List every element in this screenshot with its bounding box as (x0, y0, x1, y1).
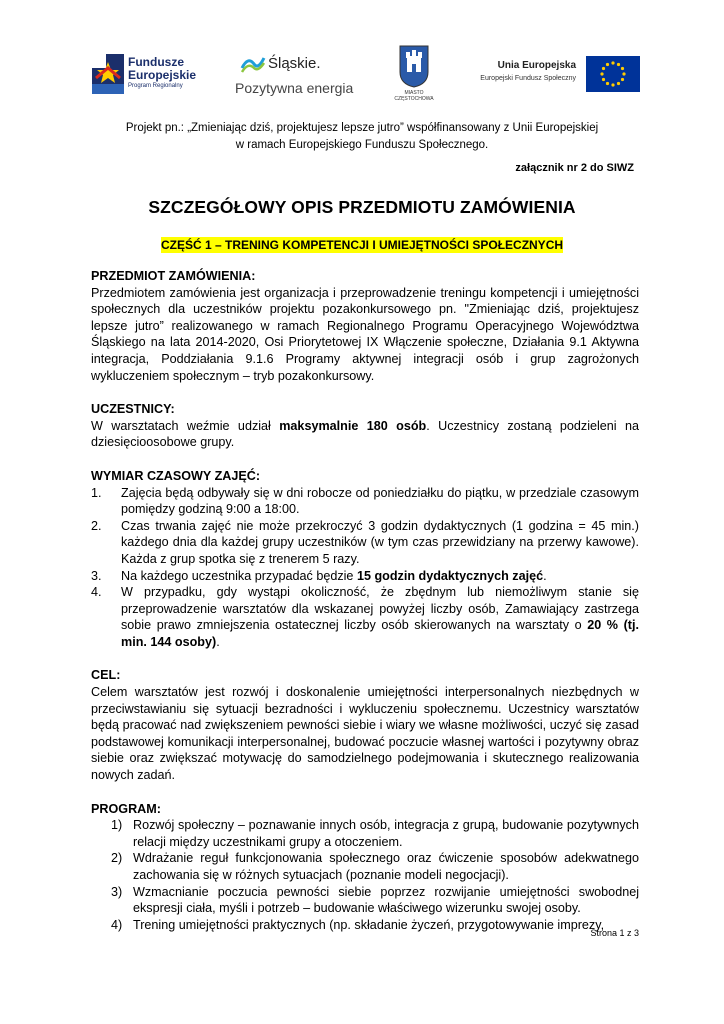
list-item-number: 1) (111, 818, 123, 833)
list-item-text: Rozwój społeczny – poznawanie innych osób, integracja z grupą, budowanie pozytywnych relacji między uczestnikami grupy a otoczeniem. (133, 818, 639, 849)
list-item-bold: 20 % (tj. min. 144 osoby) (121, 618, 639, 649)
list-item-text: Czas trwania zajęć nie może przekroczyć 3 godzin dydaktycznych (1 godzina = 45 min.) każdego dnia dla każdej grupy uczestników (w tym czas przewidziany na przerwy kawowe). Każda z grup spotka się z trenerem 5 razy. (121, 518, 639, 566)
subject-text: Przedmiotem zamówienia jest organizacja i przeprowadzenie treningu kompetencji i umiejętności społecznych dla uczestników projektu pozakonkursowego pn. "Zmieniając dziś, projektujesz lepsze jutro” realizowanego w ramach Regionalnego Programu Operacyjnego Województwa Śląskiego na lata 2014-2020, Osi Priorytetowej IX Włączenie społeczne, Działania 9.1 Aktywna integracja, Poddziałania 9.1.6 Programy aktywnej integracji osób i grup zagrożonych wykluczeniem społecznym – tryb pozakonkursowy. (91, 285, 639, 383)
list-item (91, 584, 639, 650)
list-item-text: Wdrażanie reguł funkcjonowania społecznego oraz ćwiczenie sposobów adekwatnego zachowania się w różnych sytuacjach (poznanie modeli negocjacji). (133, 851, 639, 882)
document-body (91, 268, 639, 933)
list-item-text-after: . (543, 568, 547, 583)
subject-heading: PRZEDMIOT ZAMÓWIENIA: (91, 269, 256, 283)
participants-text-after: . Uczestnicy zostaną podzieleni na dziesięcioosobowe grupy. (91, 418, 639, 450)
part-heading (0, 238, 724, 252)
list-item-text: Na każdego uczestnika przypadać będzie (121, 568, 357, 583)
fundusze-europejskie-logo (92, 52, 212, 102)
participants-text (91, 418, 639, 451)
list-item (91, 485, 639, 518)
project-line2: w ramach Europejskiego Funduszu Społecznego. (235, 139, 489, 151)
logo-bar (92, 44, 640, 106)
fe-logo-line2: Europejskie (128, 68, 197, 82)
list-item-text: Wzmacnianie poczucia pewności siebie poprzez rozwijanie umiejętności swobodnej ekspresji ciała, myśli i potrzeb – budowanie właściwego wizerunku swojej osoby. (133, 884, 639, 916)
list-item (91, 850, 639, 883)
list-item-bold: 15 godzin dydaktycznych zajęć (356, 568, 544, 583)
page-title: SZCZEGÓŁOWY OPIS PRZEDMIOTU ZAMÓWIENIA (148, 197, 576, 217)
list-item (91, 884, 639, 917)
program-heading: PROGRAM: (91, 801, 161, 816)
slaskie-tagline: Pozytywna energia (235, 80, 354, 96)
page-number: Strona 1 z 3 (590, 928, 639, 938)
list-item-number: 2) (111, 851, 123, 866)
fe-logo-line1: Fundusze (128, 55, 184, 69)
list-item-number: 1. (91, 485, 102, 500)
goal-heading: CEL: (91, 668, 121, 683)
list-item-number: 3) (111, 884, 123, 899)
list-item-text: Zajęcia będą odbywały się w dni robocze od poniedziałku do piątku, w przedziale czasowym pomiędzy godziną 9:00 a 18:00. (121, 485, 639, 517)
list-item-number: 4) (111, 917, 123, 932)
program-list (91, 817, 639, 933)
city-line1: MIASTO (404, 90, 424, 96)
list-item (91, 568, 639, 585)
goal-text: Celem warsztatów jest rozwój i doskonalenie umiejętności interpersonalnych niezbędnych w przeciwstawianiu się sytuacji bezradności i wykluczeniu społecznemu. Uczestnicy warsztatów będą pracować nad zwiększeniem pewności siebie i wiary we własne możliwości, uczyć się zasad podstawowej komunikacji interpersonalnej, budować poczucie własnej wartości i pozytywny obraz siebie oraz zwiększać motywację do samodzielnego podejmowania i skutecznego realizowania nowych zadań. (91, 685, 639, 783)
time-heading: WYMIAR CZASOWY ZAJĘĆ: (91, 468, 261, 483)
fundusze-europejskie-emblem-icon (92, 54, 124, 94)
attachment-label: załącznik nr 2 do SIWZ (515, 162, 634, 174)
unia-europejska-logo (458, 58, 640, 98)
ue-subtitle: Europejski Fundusz Społeczny (480, 75, 576, 82)
participants-count: maksymalnie 180 osób (279, 418, 427, 433)
city-line2: CZĘSTOCHOWA (394, 96, 434, 102)
ue-title: Unia Europejska (497, 60, 576, 71)
list-item (91, 817, 639, 850)
part-heading-text: CZĘŚĆ 1 – TRENING KOMPETENCJI I UMIEJĘTNOŚCI SPOŁECZNYCH (160, 238, 564, 252)
slaskie-name: Śląskie. (268, 55, 321, 72)
participants-heading: UCZESTNICY: (91, 402, 175, 417)
list-item-number: 2. (91, 518, 102, 533)
list-item-text-after: . (216, 634, 220, 649)
city-crest-icon (398, 44, 430, 88)
participants-text-before: W warsztatach weźmie udział (91, 418, 280, 433)
fe-logo-line3: Program Regionalny (128, 83, 183, 89)
list-item (91, 917, 639, 934)
time-list (91, 485, 639, 651)
list-item-number: 3. (91, 568, 102, 583)
eu-flag-icon (586, 56, 640, 92)
project-line1: Projekt pn.: „Zmieniając dziś, projektujesz lepsze jutro” współfinansowany z Unii Europejskiej (125, 122, 599, 134)
list-item-number: 4. (91, 585, 102, 600)
slaskie-logo (232, 52, 362, 102)
czestochowa-logo (392, 44, 436, 106)
list-item-text: W przypadku, gdy wystąpi okoliczność, że zbędnym lub niemożliwym stanie się przeprowadzenie warsztatów dla wskazanej powyżej liczby osób, Zamawiający zastrzega sobie prawo zmniejszenia ostatecznej liczby osób skierowanych na warsztaty o (121, 585, 639, 633)
slaskie-wave-icon (240, 54, 266, 74)
list-item (91, 518, 639, 568)
list-item-text: Trening umiejętności praktycznych (np. składanie życzeń, przygotowywanie imprezy, (133, 917, 605, 932)
project-info (0, 120, 724, 154)
